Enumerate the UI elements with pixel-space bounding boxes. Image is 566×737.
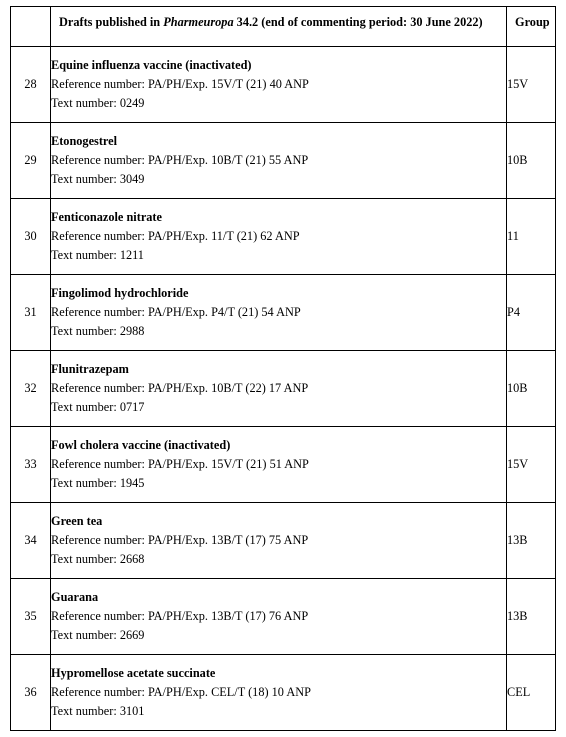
reference-value: PA/PH/Exp. 15V/T (21) 51 ANP xyxy=(147,457,309,471)
entry-description xyxy=(51,579,507,655)
text-number-value: 0249 xyxy=(119,96,145,110)
table-body xyxy=(11,47,556,731)
entry-group: CEL xyxy=(507,655,556,731)
entry-name: Fenticonazole nitrate xyxy=(51,210,162,224)
table-row xyxy=(11,275,556,351)
reference-prefix: Reference number: xyxy=(51,229,148,243)
entry-text-number xyxy=(51,322,506,341)
table-row xyxy=(11,123,556,199)
text-number-value: 3101 xyxy=(119,704,145,718)
drafts-table xyxy=(10,6,556,731)
entry-number: 32 xyxy=(11,351,51,427)
table-row xyxy=(11,579,556,655)
reference-value: PA/PH/Exp. 15V/T (21) 40 ANP xyxy=(147,77,309,91)
entry-text-number xyxy=(51,550,506,569)
entry-number: 29 xyxy=(11,123,51,199)
entry-reference xyxy=(51,607,506,626)
text-number-value: 0717 xyxy=(119,400,145,414)
entry-reference xyxy=(51,303,506,322)
text-number-prefix: Text number: xyxy=(51,704,120,718)
entry-description xyxy=(51,503,507,579)
reference-prefix: Reference number: xyxy=(51,533,148,547)
text-number-prefix: Text number: xyxy=(51,476,120,490)
reference-prefix: Reference number: xyxy=(51,685,148,699)
table-row xyxy=(11,427,556,503)
entry-name: Etonogestrel xyxy=(51,134,118,148)
entry-group: 15V xyxy=(507,427,556,503)
drafts-title-prefix: Drafts published in xyxy=(59,15,164,29)
entry-reference xyxy=(51,379,506,398)
table-header-row xyxy=(11,7,556,47)
entry-name: Hypromellose acetate succinate xyxy=(51,666,216,680)
entry-group: 11 xyxy=(507,199,556,275)
entry-text-number xyxy=(51,626,506,645)
table-row xyxy=(11,47,556,123)
entry-group: 10B xyxy=(507,351,556,427)
entry-text-number xyxy=(51,702,506,721)
text-number-value: 2668 xyxy=(119,552,145,566)
entry-group: 15V xyxy=(507,47,556,123)
entry-number: 35 xyxy=(11,579,51,655)
drafts-title-suffix: 34.2 (end of commenting period: 30 June 2022) xyxy=(233,15,483,29)
entry-description xyxy=(51,655,507,731)
entry-number: 30 xyxy=(11,199,51,275)
reference-value: PA/PH/Exp. P4/T (21) 54 ANP xyxy=(147,305,301,319)
text-number-prefix: Text number: xyxy=(51,628,120,642)
reference-prefix: Reference number: xyxy=(51,77,148,91)
entry-number: 34 xyxy=(11,503,51,579)
reference-value: PA/PH/Exp. 13B/T (17) 75 ANP xyxy=(147,533,309,547)
reference-value: PA/PH/Exp. CEL/T (18) 10 ANP xyxy=(147,685,311,699)
reference-value: PA/PH/Exp. 10B/T (21) 55 ANP xyxy=(147,153,309,167)
entry-reference xyxy=(51,227,506,246)
drafts-title-italic: Pharmeuropa xyxy=(163,15,234,29)
entry-group: 13B xyxy=(507,503,556,579)
text-number-value: 2669 xyxy=(119,628,145,642)
entry-reference xyxy=(51,531,506,550)
entry-description xyxy=(51,47,507,123)
entry-number: 31 xyxy=(11,275,51,351)
number-column-header xyxy=(11,7,51,47)
text-number-value: 1211 xyxy=(119,248,144,262)
entry-number: 36 xyxy=(11,655,51,731)
entry-number: 33 xyxy=(11,427,51,503)
entry-text-number xyxy=(51,94,506,113)
table-row xyxy=(11,351,556,427)
entry-name: Guarana xyxy=(51,590,99,604)
entry-reference xyxy=(51,455,506,474)
text-number-prefix: Text number: xyxy=(51,552,120,566)
text-number-value: 3049 xyxy=(119,172,145,186)
entry-reference xyxy=(51,683,506,702)
entry-description xyxy=(51,275,507,351)
text-number-value: 2988 xyxy=(119,324,145,338)
drafts-column-header xyxy=(51,7,507,47)
entry-text-number xyxy=(51,474,506,493)
text-number-prefix: Text number: xyxy=(51,248,120,262)
entry-name: Fingolimod hydrochloride xyxy=(51,286,189,300)
text-number-prefix: Text number: xyxy=(51,172,120,186)
entry-text-number xyxy=(51,246,506,265)
entry-text-number xyxy=(51,170,506,189)
entry-number: 28 xyxy=(11,47,51,123)
entry-group: 10B xyxy=(507,123,556,199)
table-row xyxy=(11,655,556,731)
reference-value: PA/PH/Exp. 11/T (21) 62 ANP xyxy=(147,229,300,243)
reference-value: PA/PH/Exp. 13B/T (17) 76 ANP xyxy=(147,609,309,623)
entry-name: Flunitrazepam xyxy=(51,362,129,376)
reference-prefix: Reference number: xyxy=(51,305,148,319)
entry-text-number xyxy=(51,398,506,417)
group-column-header: Group xyxy=(507,7,556,47)
entry-description xyxy=(51,351,507,427)
text-number-value: 1945 xyxy=(119,476,145,490)
text-number-prefix: Text number: xyxy=(51,96,120,110)
entry-group: P4 xyxy=(507,275,556,351)
reference-prefix: Reference number: xyxy=(51,457,148,471)
entry-description xyxy=(51,199,507,275)
reference-value: PA/PH/Exp. 10B/T (22) 17 ANP xyxy=(147,381,309,395)
reference-prefix: Reference number: xyxy=(51,381,148,395)
reference-prefix: Reference number: xyxy=(51,609,148,623)
entry-reference xyxy=(51,75,506,94)
entry-name: Green tea xyxy=(51,514,103,528)
entry-reference xyxy=(51,151,506,170)
entry-name: Equine influenza vaccine (inactivated) xyxy=(51,58,252,72)
table-row xyxy=(11,199,556,275)
entry-description xyxy=(51,427,507,503)
text-number-prefix: Text number: xyxy=(51,400,120,414)
entry-group: 13B xyxy=(507,579,556,655)
entry-description xyxy=(51,123,507,199)
reference-prefix: Reference number: xyxy=(51,153,148,167)
text-number-prefix: Text number: xyxy=(51,324,120,338)
table-row xyxy=(11,503,556,579)
entry-name: Fowl cholera vaccine (inactivated) xyxy=(51,438,231,452)
